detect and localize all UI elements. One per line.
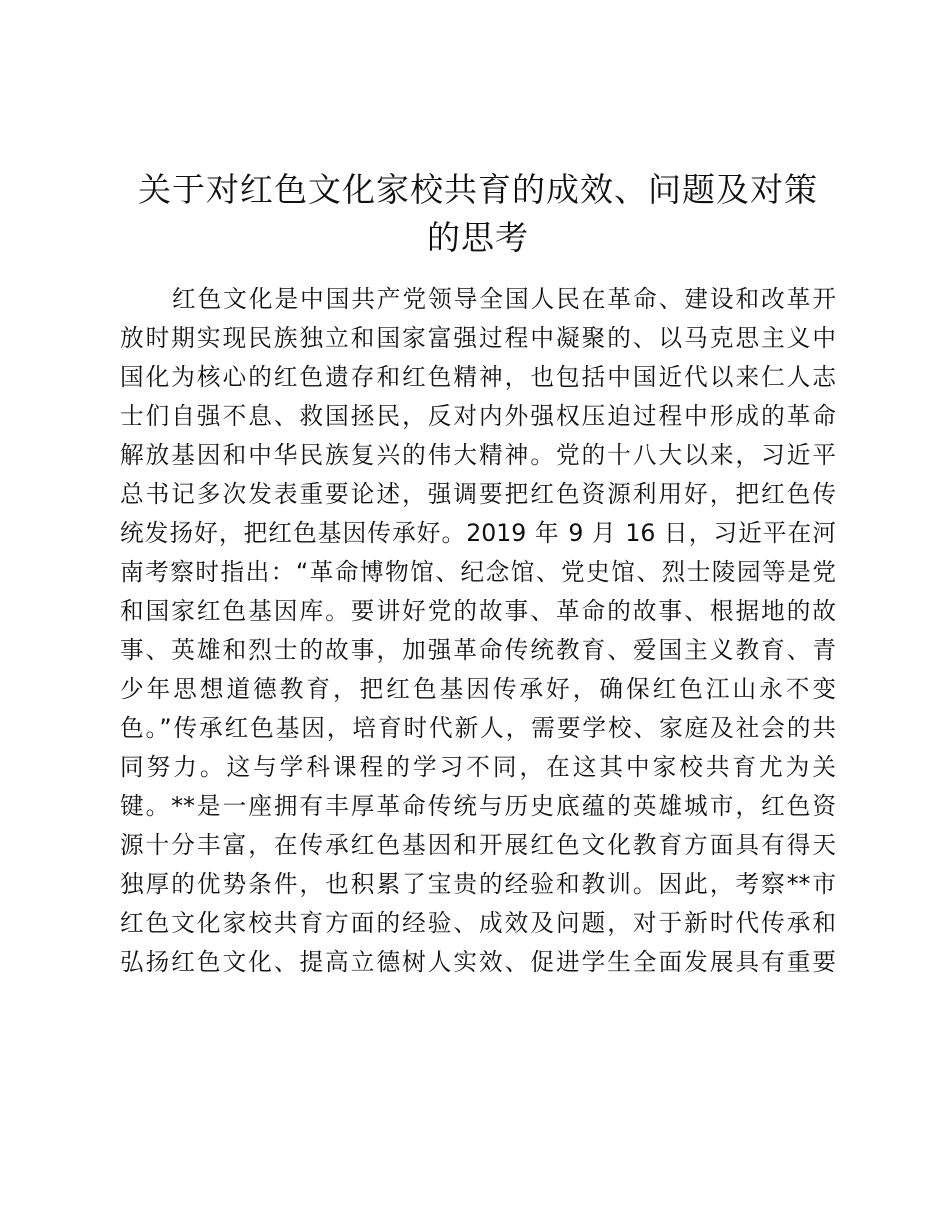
paragraph-line: 红色文化家校共育方面的经验、成效及问题，对于新时代传承和 (120, 909, 836, 937)
paragraph-line: 事、英雄和烈士的故事，加强革命传统教育、爱国主义教育、青 (120, 636, 836, 664)
paragraph-line: 弘扬红色文化、提高立德树人实效、促进学生全面发展具有重要 (120, 948, 836, 976)
paragraph-line: 色。”传承红色基因，培育时代新人，需要学校、家庭及社会的共 (120, 714, 836, 742)
paragraph-line: 红色文化是中国共产党领导全国人民在革命、建设和改革开 (172, 285, 836, 313)
paragraph-line: 国化为核心的红色遗存和红色精神，也包括中国近代以来仁人志 (120, 363, 836, 391)
paragraph-line: 和国家红色基因库。要讲好党的故事、革命的故事、根据地的故 (120, 597, 836, 625)
paragraph-line: 士们自强不息、救国拯民，反对内外强权压迫过程中形成的革命 (120, 402, 836, 430)
paragraph-line: 统发扬好，把红色基因传承好。2019 年 9 月 16 日，习近平在河 (120, 519, 836, 547)
paragraph-line: 南考察时指出：“革命博物馆、纪念馆、党史馆、烈士陵园等是党 (120, 558, 836, 586)
paragraph-line: 独厚的优势条件，也积累了宝贵的经验和教训。因此，考察**市 (120, 870, 836, 898)
document-title (120, 166, 836, 262)
paragraph-line: 源十分丰富，在传承红色基因和开展红色文化教育方面具有得天 (120, 831, 836, 859)
paragraph-line: 总书记多次发表重要论述，强调要把红色资源利用好，把红色传 (120, 480, 836, 508)
title-line: 的思考 (427, 218, 529, 257)
body-paragraph (120, 280, 836, 982)
paragraph-line: 少年思想道德教育，把红色基因传承好，确保红色江山永不变 (120, 675, 836, 703)
title-line: 关于对红色文化家校共育的成效、问题及对策 (138, 170, 818, 209)
paragraph-line: 键。**是一座拥有丰厚革命传统与历史底蕴的英雄城市，红色资 (120, 792, 836, 820)
paragraph-line: 同努力。这与学科课程的学习不同，在这其中家校共育尤为关 (120, 753, 836, 781)
paragraph-line: 解放基因和中华民族复兴的伟大精神。党的十八大以来，习近平 (120, 441, 836, 469)
paragraph-line: 放时期实现民族独立和国家富强过程中凝聚的、以马克思主义中 (120, 324, 836, 352)
